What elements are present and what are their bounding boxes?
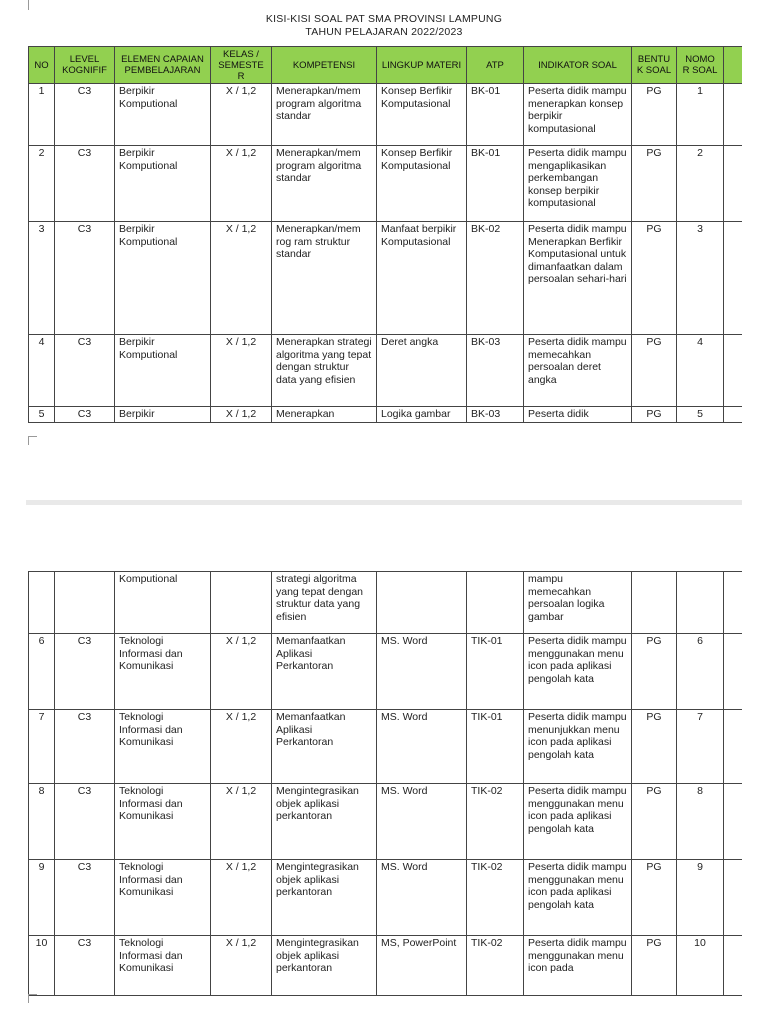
cell-indikator: Peserta didik mampu menggunakan menu icon pada [524, 936, 632, 996]
cell-no: 6 [29, 634, 55, 710]
cell-kelas: X / 1,2 [211, 710, 272, 784]
cell-elemen: Berpikir Komputional [115, 84, 211, 146]
cell-no: 1 [29, 84, 55, 146]
cell-atp: BK-03 [467, 335, 524, 407]
cell-bentuk: PG [632, 860, 677, 936]
cell-indikator: Peserta didik mampu Menerapkan Berfikir Komputasional untuk dimanfaatkan dalam persoalan sehari-hari [524, 222, 632, 335]
cell-bentuk: PG [632, 710, 677, 784]
document-title: KISI-KISI SOAL PAT SMA PROVINSI LAMPUNG [265, 13, 503, 25]
cell-level: C3 [55, 936, 115, 996]
col-header-kompetensi: KOMPETENSI [272, 47, 377, 84]
cell-materi: Deret angka [377, 335, 467, 407]
cell-kompetensi: strategi algoritma yang tepat dengan struktur data yang efisien [272, 572, 377, 634]
cell-atp [467, 572, 524, 634]
cell-kelas: X / 1,2 [211, 146, 272, 222]
cell-bentuk: PG [632, 936, 677, 996]
col-header-bentuk: BENTUK SOAL [632, 47, 677, 84]
table-row [29, 860, 768, 936]
cell-no: 2 [29, 146, 55, 222]
cell-kelas: X / 1,2 [211, 784, 272, 860]
col-header-materi: LINGKUP MATERI [377, 47, 467, 84]
cell-bentuk: PG [632, 634, 677, 710]
table-row [29, 84, 768, 146]
cell-bentuk: PG [632, 407, 677, 423]
cell-no: 3 [29, 222, 55, 335]
cell-nomor [677, 572, 724, 634]
col-header-elemen: ELEMEN CAPAIAN PEMBELAJARAN [115, 47, 211, 84]
cell-no: 4 [29, 335, 55, 407]
cell-nomor: 1 [677, 84, 724, 146]
cell-atp: BK-03 [467, 407, 524, 423]
cell-level: C3 [55, 335, 115, 407]
kisi-kisi-table [28, 46, 768, 423]
cell-level: C3 [55, 634, 115, 710]
cell-no: 9 [29, 860, 55, 936]
cell-kelas: X / 1,2 [211, 222, 272, 335]
page-corner-mark [28, 994, 37, 1003]
cell-atp: TIK-01 [467, 634, 524, 710]
table-row [29, 572, 768, 634]
cell-nomor: 4 [677, 335, 724, 407]
col-header-no: NO [29, 47, 55, 84]
cell-kompetensi: Mengintegrasikan objek aplikasi perkantoran [272, 784, 377, 860]
col-header-level: LEVEL KOGNIFIF [55, 47, 115, 84]
cell-atp: TIK-02 [467, 936, 524, 996]
cell-level [55, 572, 115, 634]
cell-materi: Konsep Berfikir Komputasional [377, 84, 467, 146]
cell-elemen: Teknologi Informasi dan Komunikasi [115, 634, 211, 710]
cell-no [29, 572, 55, 634]
cell-bentuk: PG [632, 222, 677, 335]
cell-indikator: Peserta didik mampu mengaplikasikan perkembangan konsep berpikir komputasional [524, 146, 632, 222]
cell-materi: MS, PowerPoint [377, 936, 467, 996]
cell-elemen: Teknologi Informasi dan Komunikasi [115, 710, 211, 784]
cell-kompetensi: Menerapkan/mem rog ram struktur standar [272, 222, 377, 335]
cell-atp: BK-01 [467, 84, 524, 146]
cell-bentuk: PG [632, 335, 677, 407]
cell-atp: BK-02 [467, 222, 524, 335]
cell-indikator: Peserta didik mampu memecahkan persoalan deret angka [524, 335, 632, 407]
cell-indikator: mampu memecahkan persoalan logika gambar [524, 572, 632, 634]
cell-kompetensi: Mengintegrasikan objek aplikasi perkantoran [272, 860, 377, 936]
col-header-kelas: KELAS / SEMESTE R [211, 47, 272, 84]
document-page-2 [0, 512, 768, 1024]
cell-elemen: Teknologi Informasi dan Komunikasi [115, 860, 211, 936]
cell-elemen: Teknologi Informasi dan Komunikasi [115, 784, 211, 860]
cell-kelas: X / 1,2 [211, 335, 272, 407]
cell-bentuk: PG [632, 84, 677, 146]
cell-no: 8 [29, 784, 55, 860]
cell-elemen: Teknologi Informasi dan Komunikasi [115, 936, 211, 996]
cell-elemen: Berpikir Komputional [115, 335, 211, 407]
cell-elemen: Berpikir Komputional [115, 222, 211, 335]
cell-elemen: Komputional [115, 572, 211, 634]
table-row [29, 146, 768, 222]
page-corner-mark [28, 436, 37, 445]
cell-kompetensi: Memanfaatkan Aplikasi Perkantoran [272, 634, 377, 710]
table-row [29, 407, 768, 423]
cell-level: C3 [55, 784, 115, 860]
cell-bentuk: PG [632, 784, 677, 860]
table-row [29, 784, 768, 860]
cell-kompetensi: Menerapkan [272, 407, 377, 423]
cell-kelas: X / 1,2 [211, 936, 272, 996]
cell-nomor: 10 [677, 936, 724, 996]
cell-no: 7 [29, 710, 55, 784]
cell-kompetensi: Mengintegrasikan objek aplikasi perkantoran [272, 936, 377, 996]
col-header-nomor: NOMO R SOAL [677, 47, 724, 84]
cell-kompetensi: Menerapkan strategi algoritma yang tepat dengan struktur data yang efisien [272, 335, 377, 407]
table-row [29, 634, 768, 710]
kisi-kisi-table-continued [28, 571, 768, 996]
page-edge [742, 0, 768, 1024]
cell-indikator: Peserta didik mampu menggunakan menu icon pada aplikasi pengolah kata [524, 860, 632, 936]
cell-materi: MS. Word [377, 860, 467, 936]
cell-no: 10 [29, 936, 55, 996]
cell-bentuk: PG [632, 146, 677, 222]
cell-kelas: X / 1,2 [211, 407, 272, 423]
document-subtitle: TAHUN PELAJARAN 2022/2023 [305, 26, 463, 38]
cell-materi: MS. Word [377, 634, 467, 710]
cell-nomor: 6 [677, 634, 724, 710]
document-page-1 [0, 0, 768, 452]
cell-materi: MS. Word [377, 784, 467, 860]
cell-level: C3 [55, 146, 115, 222]
cell-nomor: 3 [677, 222, 724, 335]
cell-nomor: 8 [677, 784, 724, 860]
cell-kompetensi: Menerapkan/mem program algoritma standar [272, 146, 377, 222]
cell-kelas [211, 572, 272, 634]
cell-level: C3 [55, 84, 115, 146]
cell-nomor: 7 [677, 710, 724, 784]
table-header-row [29, 47, 768, 84]
cell-indikator: Peserta didik mampu menggunakan menu icon pada aplikasi pengolah kata [524, 634, 632, 710]
cell-indikator: Peserta didik mampu menggunakan menu icon pada aplikasi pengolah kata [524, 784, 632, 860]
cell-elemen: Berpikir [115, 407, 211, 423]
cell-indikator: Peserta didik mampu menunjukkan menu icon pada aplikasi pengolah kata [524, 710, 632, 784]
page-separator [26, 500, 742, 505]
cell-materi: MS. Word [377, 710, 467, 784]
cell-atp: TIK-01 [467, 710, 524, 784]
cell-kompetensi: Memanfaatkan Aplikasi Perkantoran [272, 710, 377, 784]
cell-kelas: X / 1,2 [211, 860, 272, 936]
cell-kelas: X / 1,2 [211, 84, 272, 146]
cell-elemen: Berpikir Komputional [115, 146, 211, 222]
cell-nomor: 9 [677, 860, 724, 936]
table-row [29, 710, 768, 784]
col-header-atp: ATP [467, 47, 524, 84]
cell-materi: Konsep Berfikir Komputasional [377, 146, 467, 222]
cell-no: 5 [29, 407, 55, 423]
cell-atp: TIK-02 [467, 784, 524, 860]
col-header-indikator: INDIKATOR SOAL [524, 47, 632, 84]
table-row [29, 222, 768, 335]
cell-level: C3 [55, 860, 115, 936]
table-row [29, 335, 768, 407]
cell-materi: Manfaat berpikir Komputasional [377, 222, 467, 335]
cell-materi: Logika gambar [377, 407, 467, 423]
cell-bentuk [632, 572, 677, 634]
cell-kompetensi: Menerapkan/mem program algoritma standar [272, 84, 377, 146]
cell-kelas: X / 1,2 [211, 634, 272, 710]
table-row [29, 936, 768, 996]
cell-level: C3 [55, 710, 115, 784]
cell-indikator: Peserta didik mampu menerapkan konsep berpikir komputasional [524, 84, 632, 146]
cell-atp: BK-01 [467, 146, 524, 222]
cell-level: C3 [55, 222, 115, 335]
cell-nomor: 2 [677, 146, 724, 222]
cell-level: C3 [55, 407, 115, 423]
cell-nomor: 5 [677, 407, 724, 423]
cell-indikator: Peserta didik [524, 407, 632, 423]
cell-materi [377, 572, 467, 634]
page-corner-mark [28, 0, 37, 10]
cell-atp: TIK-02 [467, 860, 524, 936]
